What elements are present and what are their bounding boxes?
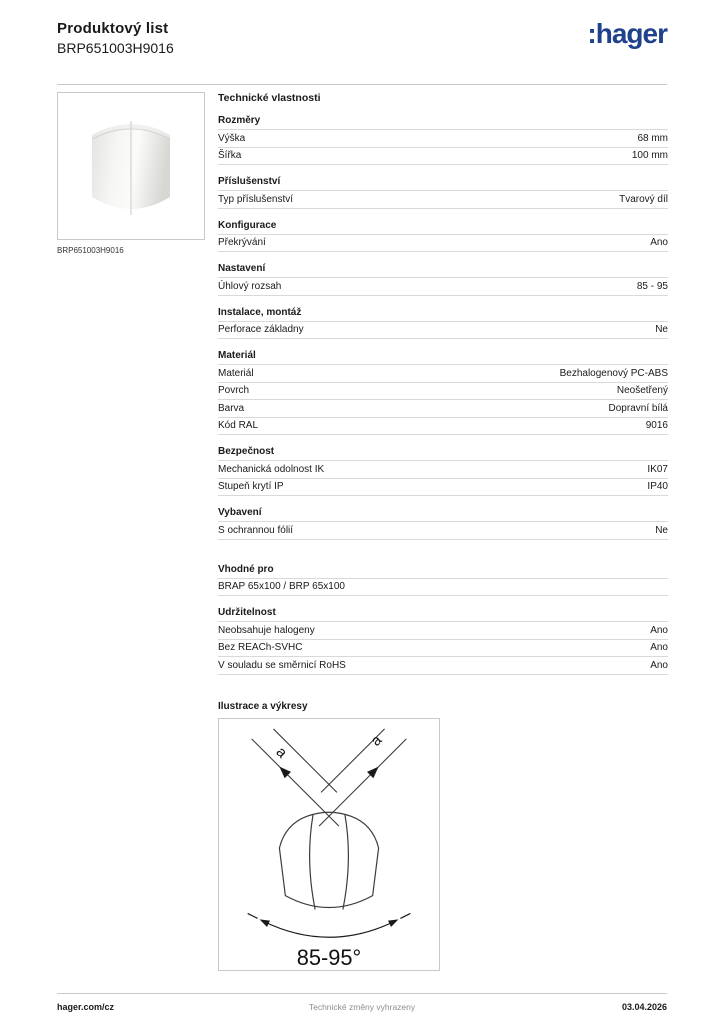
header-divider [57,84,667,85]
spec-title: Technické vlastnosti [218,92,321,104]
spec-row [218,147,668,166]
spec-row [218,382,668,400]
section-heading: Konfigurace [218,219,277,231]
spec-section [218,115,668,165]
spec-label: Výška [218,132,246,144]
product-image-column [57,92,205,255]
spec-row [218,621,668,639]
product-photo [58,93,204,239]
spec-row [218,656,668,675]
spec-row [218,190,668,209]
spec-label: Povrch [218,385,250,396]
angle-range-label: 85-95° [296,944,362,969]
spec-label: Úhlový rozsah [218,280,282,292]
dimension-label-left: a [272,743,290,761]
section-heading: Bezpečnost [218,446,275,457]
spec-value: 100 mm [631,150,668,161]
spec-label: Stupeň krytí IP [218,481,284,492]
spec-row [218,639,668,657]
spec-value: Ano [650,659,668,671]
section-heading: Příslušenství [218,176,281,187]
section-heading: Instalace, montáž [218,306,302,318]
spec-value: Bezhalogenový PC-ABS [559,367,668,379]
illustration-heading: Ilustrace a výkresy [218,700,308,712]
spec-section [218,507,668,540]
page-footer [57,993,667,1012]
spec-value: IP40 [647,481,668,492]
spec-label: V souladu se směrnicí RoHS [218,659,346,671]
spec-section [218,263,668,296]
section-heading: Udržitelnost [218,607,276,618]
spec-section [218,564,668,597]
spec-value: Dopravní bílá [608,402,668,414]
spec-row [218,129,668,147]
spec-section [218,176,668,209]
spec-value: Ne [655,524,668,536]
product-image-frame [57,92,205,240]
spec-label: Barva [218,402,245,414]
spec-label: Neobsahuje halogeny [218,624,315,636]
footer-website: hager.com/cz [57,1002,115,1012]
spec-section [218,220,668,253]
spec-value: 68 mm [637,132,668,144]
spec-row [218,321,668,340]
technical-drawing-frame [218,718,440,971]
spec-section [218,350,668,435]
section-heading: Vhodné pro [218,563,274,575]
section-heading: Rozměry [218,115,261,126]
spec-value: IK07 [647,463,668,475]
spec-row [218,364,668,382]
spec-label: S ochrannou fólií [218,524,294,536]
spec-row [218,234,668,253]
spec-row [218,460,668,478]
spec-section [218,446,668,496]
section-heading: Vybavení [218,507,262,518]
spec-section [218,307,668,340]
page-header [57,20,667,80]
spec-label: Materiál [218,367,254,379]
dimension-label-right: a [368,731,386,750]
corner-drawing [227,721,431,969]
spec-value: 9016 [645,420,668,431]
spec-value: Ano [650,237,668,248]
spec-label: Perforace základny [218,324,304,335]
spec-label: Typ příslušenství [218,193,294,205]
spec-value: Ne [655,324,668,335]
spec-row [218,277,668,296]
spec-label: Překrývání [218,237,266,248]
spec-value: Tvarový díl [619,193,668,205]
spec-section [218,607,668,675]
spec-row [218,399,668,417]
spec-sections [218,115,668,675]
spec-value: 85 - 95 [636,280,668,292]
header-product-id: BRP651003H9016 [57,40,174,56]
footer-disclaimer: Technické změny vyhrazeny [308,1002,416,1012]
hager-logo: :hager [587,18,667,49]
product-image-caption: BRP651003H9016 [57,246,124,255]
spec-value: Ano [650,642,668,653]
spec-row [218,417,668,436]
spec-label: Bez REACh-SVHC [218,642,303,653]
spec-row [218,521,668,540]
spec-row [218,578,668,597]
section-heading: Nastavení [218,263,266,274]
spec-column [218,92,668,971]
spec-value: Ano [650,624,668,636]
spec-label: BRAP 65x100 / BRP 65x100 [218,581,345,592]
spec-row [218,478,668,497]
footer-date: 03.04.2026 [621,1002,667,1012]
spec-label: Kód RAL [218,420,259,431]
spec-label: Šířka [218,150,242,161]
section-heading: Materiál [218,350,256,361]
page-title: Produktový list [57,20,169,37]
spec-value: Neošetřený [616,385,668,396]
spec-label: Mechanická odolnost IK [218,463,325,475]
